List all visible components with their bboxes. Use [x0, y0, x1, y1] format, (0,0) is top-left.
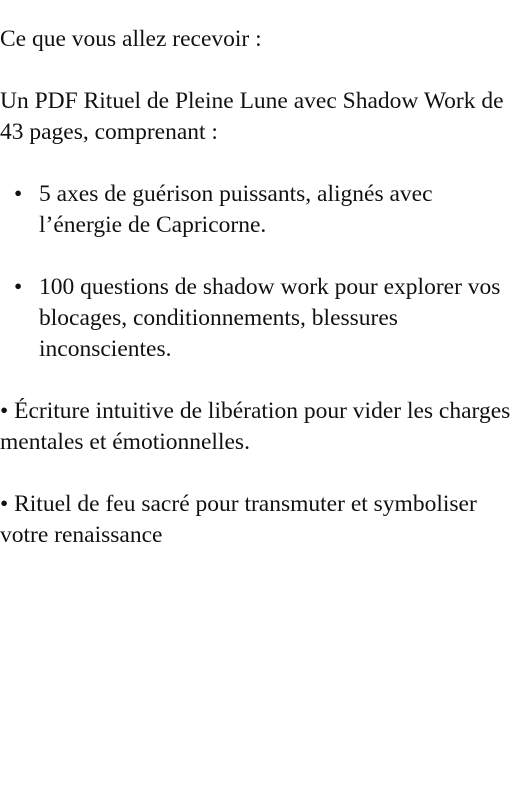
bullet-icon: • [14, 181, 23, 207]
list-item-text: 5 axes de guérison puissants, alignés avec l’énergie de Capricorne. [39, 181, 433, 238]
spacer [0, 365, 512, 396]
list-item [0, 179, 512, 241]
spacer [0, 458, 512, 489]
bullet-icon: • [14, 274, 23, 300]
spacer [0, 241, 512, 272]
spacer [0, 148, 512, 179]
inline-bullet-paragraph: • Rituel de feu sacré pour transmuter et symboliser votre renaissance [0, 491, 477, 548]
document-body [0, 24, 512, 551]
benefits-list [0, 179, 512, 365]
inline-bullet-paragraph: • Écriture intuitive de libération pour vider les charges mentales et émotionnelles. [0, 398, 511, 455]
list-item-text: 100 questions de shadow work pour explorer vos blocages, conditionnements, blessures inconscientes. [39, 274, 501, 362]
list-item [0, 272, 512, 365]
spacer [0, 55, 512, 86]
product-description: Un PDF Rituel de Pleine Lune avec Shadow Work de 43 pages, comprenant : [0, 88, 504, 145]
section-heading: Ce que vous allez recevoir : [0, 26, 262, 52]
